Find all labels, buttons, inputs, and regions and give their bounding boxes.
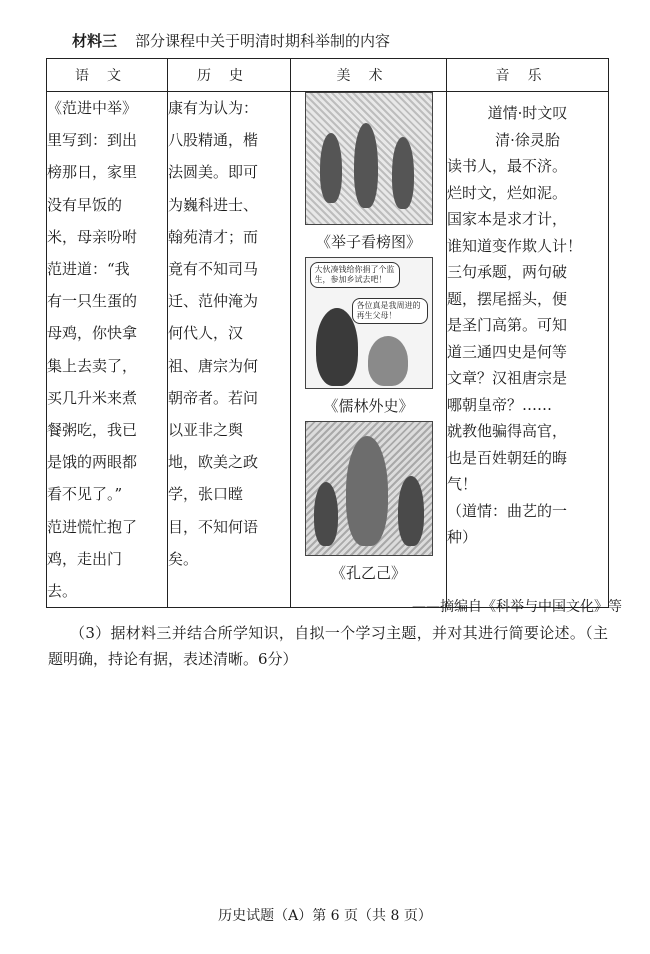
music-line: 哪朝皇帝？…… bbox=[447, 395, 553, 414]
history-line: 为巍科进士、 bbox=[168, 195, 259, 214]
music-line: 就教他骗得高官， bbox=[447, 422, 568, 440]
caption-exam-list: 《举子看榜图》 bbox=[315, 233, 421, 251]
chinese-line: 母鸡，你快拿 bbox=[47, 324, 138, 343]
header-history: 历史 bbox=[168, 59, 291, 92]
history-line: 竟有不知司马 bbox=[168, 260, 259, 279]
music-line: 读书人，最不济。 bbox=[447, 157, 568, 175]
header-art: 美术 bbox=[291, 59, 447, 92]
music-line: 道三通四史是何等 bbox=[447, 342, 568, 361]
chinese-line: 集上去卖了， bbox=[47, 356, 138, 375]
music-line: 种） bbox=[447, 528, 478, 546]
material-title: 部分课程中关于明清时期科举制的内容 bbox=[135, 32, 391, 50]
rulin-waishi-comic bbox=[305, 257, 433, 389]
caption-rulin-waishi: 《儒林外史》 bbox=[323, 397, 414, 415]
music-line: 谁知道变作欺人计！ bbox=[447, 236, 583, 255]
page-footer: 历史试题（A）第 6 页（共 8 页） bbox=[218, 908, 432, 924]
chinese-line: 没有早饭的 bbox=[47, 195, 123, 214]
speech-bubble-2: 各位真是我周进的再生父母！ bbox=[352, 298, 428, 324]
music-line: 题，摆尾摇头，便 bbox=[447, 289, 568, 308]
music-line: 是圣门高第。可知 bbox=[447, 316, 568, 334]
header-chinese: 语文 bbox=[47, 59, 168, 92]
header-music: 音乐 bbox=[447, 59, 609, 92]
chinese-line: 米，母亲吩咐 bbox=[47, 227, 138, 246]
source-note: ——摘编自《科举与中国文化》等 bbox=[412, 599, 622, 615]
chinese-cell bbox=[47, 92, 168, 608]
table-header-row bbox=[47, 59, 609, 92]
music-line: 文章？汉祖唐宗是 bbox=[447, 369, 568, 387]
music-line: 三句承题，两句破 bbox=[447, 263, 568, 281]
music-title: 道情·时文叹 bbox=[487, 104, 568, 122]
chinese-line: 榜那日，家里 bbox=[47, 163, 138, 182]
material-heading bbox=[72, 30, 390, 51]
chinese-line: 餐粥吃，我已 bbox=[47, 421, 138, 440]
music-author: 清·徐灵胎 bbox=[495, 130, 560, 149]
history-line: 以亚非之舆 bbox=[168, 421, 244, 440]
history-line: 朝帝者。若问 bbox=[168, 388, 259, 407]
history-line: 地，欧美之政 bbox=[168, 453, 259, 472]
history-line: 八股精通，楷 bbox=[168, 131, 259, 150]
history-line: 矣。 bbox=[168, 549, 199, 568]
chinese-line: 去。 bbox=[47, 582, 78, 601]
chinese-line: 范进慌忙抱了 bbox=[47, 517, 138, 536]
kong-yiji-illustration bbox=[305, 421, 433, 556]
speech-bubble-1: 大伙凑钱给你捐了个监生，参加乡试去吧！ bbox=[310, 262, 400, 288]
question-text: （3）据材料三并结合所学知识，自拟一个学习主题，并对其进行简要论述。（主题明确，持论有据，表述清晰。6分） bbox=[48, 624, 608, 668]
history-line: 迁、范仲淹为 bbox=[168, 292, 259, 311]
history-cell bbox=[168, 92, 291, 608]
history-line: 学，张口瞠 bbox=[168, 485, 244, 504]
music-cell bbox=[447, 92, 609, 608]
chinese-line: 买几升米来煮 bbox=[47, 388, 138, 407]
caption-kong-yiji: 《孔乙己》 bbox=[330, 564, 406, 582]
chinese-line: 范进道：“我 bbox=[47, 260, 130, 279]
chinese-line: 有一只生蛋的 bbox=[47, 292, 138, 311]
history-line: 康有为认为： bbox=[168, 99, 259, 117]
history-line: 目，不知何语 bbox=[168, 517, 259, 536]
chinese-line: 鸡，走出门 bbox=[47, 549, 123, 568]
history-line: 法圆美。即可 bbox=[168, 163, 259, 182]
art-cell bbox=[291, 92, 447, 608]
music-line: （道情：曲艺的一 bbox=[447, 501, 568, 520]
exam-list-illustration bbox=[305, 92, 433, 225]
history-line: 翰苑清才；而 bbox=[168, 227, 259, 246]
chinese-line: 看不见了。” bbox=[47, 485, 123, 504]
chinese-line: 是饿的两眼都 bbox=[47, 453, 138, 472]
history-line: 何代人，汉 bbox=[168, 324, 244, 343]
material-table bbox=[46, 58, 609, 608]
chinese-line: 里写到：到出 bbox=[47, 131, 138, 150]
chinese-line: 《范进中举》 bbox=[47, 99, 138, 117]
music-line: 也是百姓朝廷的晦 bbox=[447, 448, 568, 467]
history-line: 祖、唐宗为何 bbox=[168, 356, 259, 375]
music-line: 气！ bbox=[447, 475, 478, 493]
music-line: 国家本是求才计， bbox=[447, 210, 568, 228]
table-body-row bbox=[47, 92, 609, 608]
material-label: 材料三 bbox=[72, 32, 118, 50]
music-line: 烂时文，烂如泥。 bbox=[447, 183, 568, 202]
